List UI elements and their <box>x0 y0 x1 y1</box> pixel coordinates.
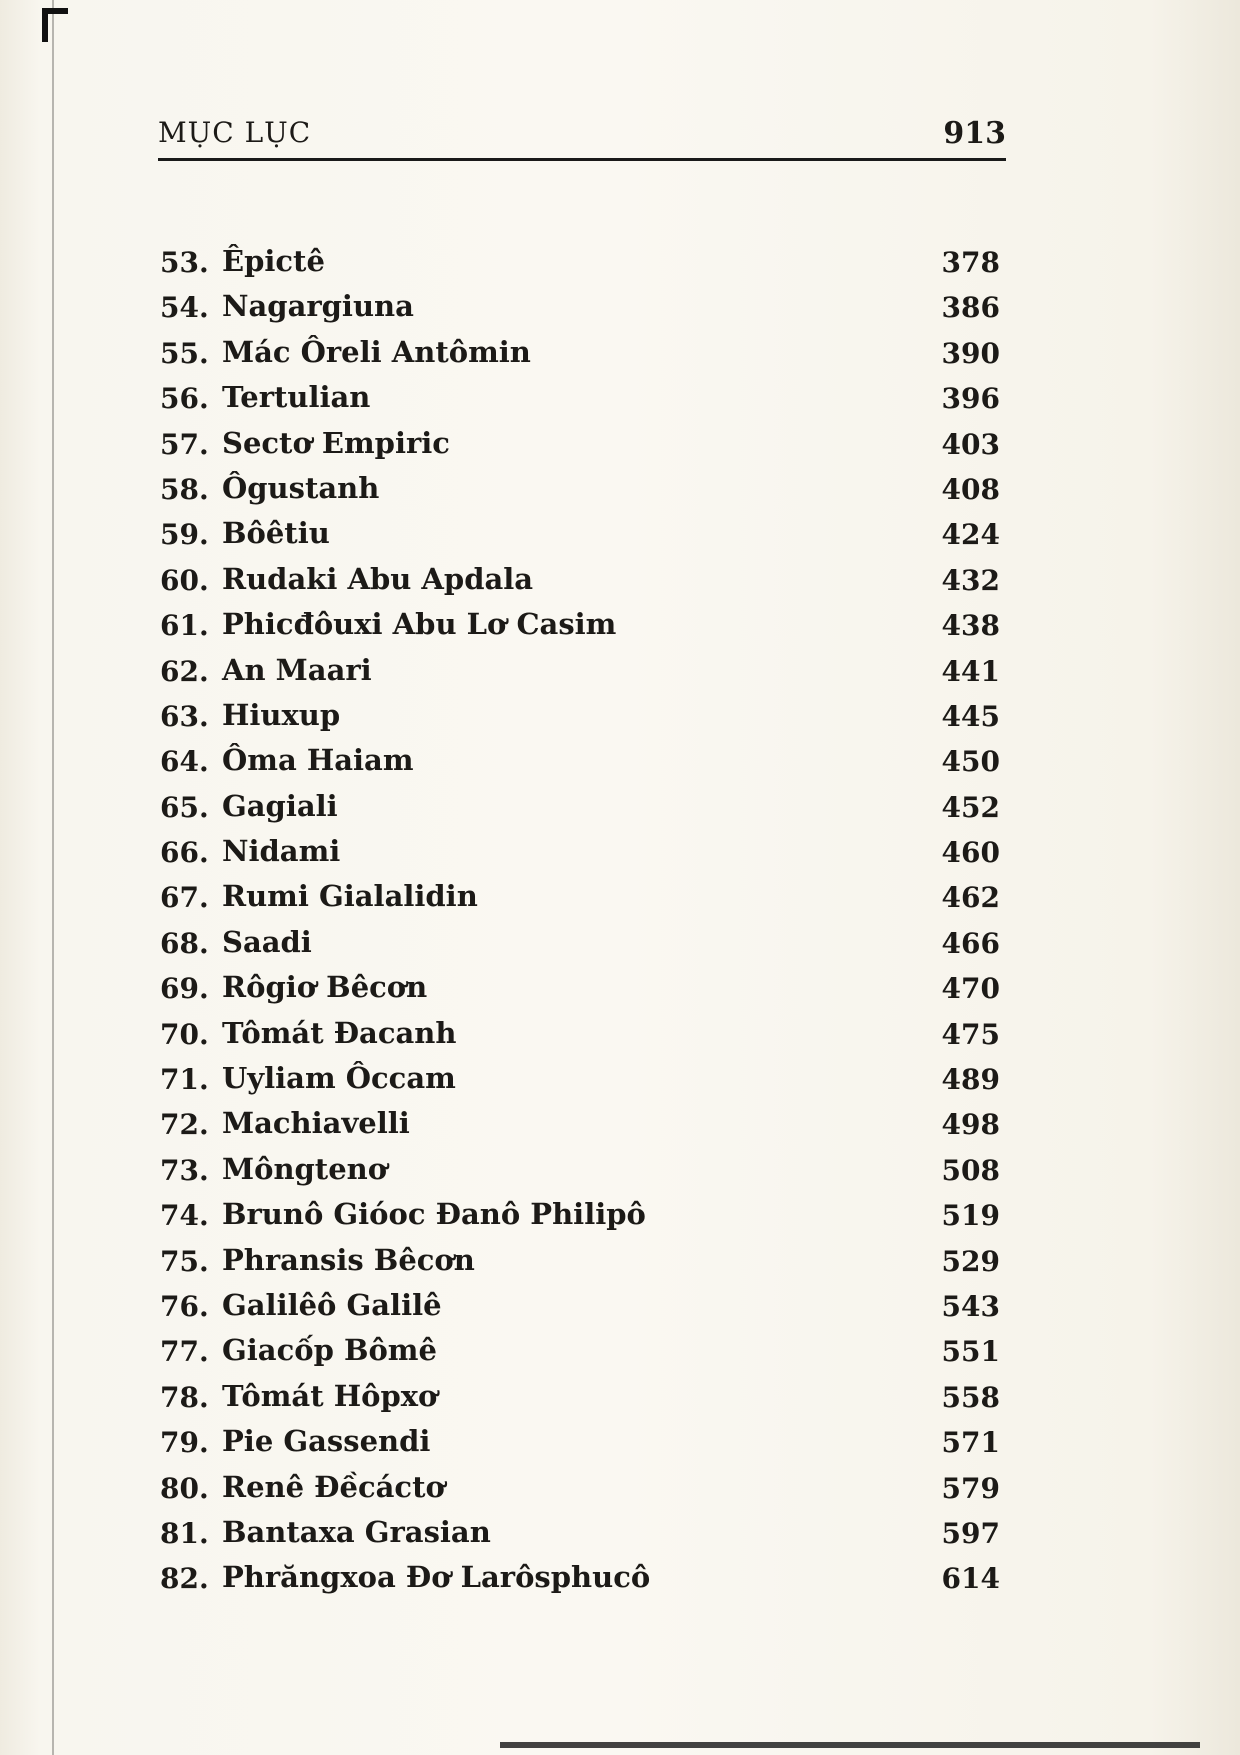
toc-entry-page: 571 <box>941 1426 1000 1460</box>
toc-entry-page: 462 <box>941 881 1000 915</box>
toc-entry <box>158 830 1006 875</box>
toc-entry-page: 466 <box>941 926 1000 960</box>
toc-entry-number: 62. <box>160 654 209 688</box>
toc-entry-page: 558 <box>941 1380 1000 1414</box>
toc-entry-number: 73. <box>160 1153 209 1187</box>
toc-entry <box>158 1375 1006 1420</box>
scan-corner-mark <box>42 8 68 42</box>
toc-entry-name: Bôêtiu <box>222 516 330 551</box>
toc-entry <box>158 966 1006 1011</box>
toc-entry-name: Uyliam Ôccam <box>222 1061 456 1096</box>
toc-entry-number: 75. <box>160 1244 209 1278</box>
toc-entry-page: 403 <box>941 427 1000 461</box>
toc-entry-name: Tertulian <box>222 380 371 415</box>
toc-entry <box>158 785 1006 830</box>
toc-entry <box>158 285 1006 330</box>
toc-entry <box>158 875 1006 920</box>
toc-entry <box>158 1148 1006 1193</box>
toc-entry-page: 438 <box>941 609 1000 643</box>
toc-entry-name: Êpictê <box>222 244 325 278</box>
toc-entry-name: Rudaki Abu Apdala <box>222 561 534 596</box>
toc-entry <box>158 1193 1006 1238</box>
toc-entry-name: Rumi Gialalidin <box>222 879 478 914</box>
toc-entry-name: Phrăngxoa Đơ Larôsphucô <box>222 1560 651 1595</box>
toc-entry-name: Renê Đềcáctơ <box>222 1469 445 1504</box>
header-page-number: 913 <box>943 116 1006 151</box>
toc-entry-page: 498 <box>941 1108 1000 1142</box>
toc-entry-name: Môngtenơ <box>222 1151 388 1186</box>
toc-entry-name: Brunô Gióoc Đanô Philipô <box>222 1197 646 1232</box>
toc-entry-name: An Maari <box>222 652 372 687</box>
toc-entry-number: 56. <box>160 382 209 416</box>
toc-entry-page: 452 <box>941 790 1000 824</box>
toc-entry-page: 614 <box>941 1562 1000 1596</box>
toc-entry-page: 408 <box>941 472 1000 506</box>
toc-entry <box>158 1102 1006 1147</box>
toc-entry <box>158 467 1006 512</box>
toc-entry-page: 543 <box>941 1289 1000 1323</box>
toc-entry <box>158 331 1006 376</box>
toc-entry-page: 579 <box>941 1471 1000 1505</box>
toc-entry-page: 597 <box>941 1516 1000 1550</box>
toc-entry-page: 551 <box>941 1335 1000 1369</box>
toc-entry-name: Ôma Haiam <box>222 743 414 778</box>
toc-entry-number: 78. <box>160 1380 209 1414</box>
toc-entry <box>158 694 1006 739</box>
toc-entry-number: 68. <box>160 926 209 960</box>
toc-entry-number: 69. <box>160 972 209 1006</box>
toc-entry-page: 508 <box>941 1153 1000 1187</box>
toc-entry-name: Galilêô Galilê <box>222 1287 442 1322</box>
toc-entry-number: 63. <box>160 699 209 733</box>
toc-entry-name: Machiavelli <box>222 1106 410 1141</box>
toc-entry-name: Bantaxa Grasian <box>222 1514 491 1549</box>
toc-entry-number: 67. <box>160 881 209 915</box>
toc-entry <box>158 603 1006 648</box>
toc-entry-name: Phransis Bêcơn <box>222 1242 475 1277</box>
toc-entry-number: 72. <box>160 1108 209 1142</box>
toc-entry-number: 65. <box>160 790 209 824</box>
header-title: MỤC LỤC <box>158 116 312 149</box>
toc-entry-number: 80. <box>160 1471 209 1505</box>
table-of-contents <box>158 240 1006 1602</box>
toc-entry-number: 76. <box>160 1289 209 1323</box>
toc-entry <box>158 921 1006 966</box>
toc-entry-name: Phicđôuxi Abu Lơ Casim <box>222 607 617 642</box>
toc-entry-page: 450 <box>941 745 1000 779</box>
toc-entry-name: Pie Gassendi <box>222 1424 431 1459</box>
toc-entry <box>158 1057 1006 1102</box>
toc-entry-name: Rôgiơ Bêcơn <box>222 970 428 1005</box>
toc-entry-number: 66. <box>160 836 209 870</box>
toc-entry-number: 54. <box>160 291 209 325</box>
toc-entry <box>158 558 1006 603</box>
toc-entry-page: 396 <box>941 382 1000 416</box>
toc-entry-name: Tômát Đacanh <box>222 1015 457 1050</box>
toc-entry-number: 77. <box>160 1335 209 1369</box>
toc-entry-page: 424 <box>941 518 1000 552</box>
toc-entry-number: 57. <box>160 427 209 461</box>
toc-entry <box>158 376 1006 421</box>
toc-entry-name: Sectơ Empiric <box>222 425 450 460</box>
toc-entry <box>158 1329 1006 1374</box>
toc-entry <box>158 422 1006 467</box>
toc-entry-name: Giacốp Bômê <box>222 1333 437 1368</box>
toc-entry <box>158 1466 1006 1511</box>
toc-entry-number: 55. <box>160 336 209 370</box>
toc-entry-number: 59. <box>160 518 209 552</box>
toc-entry-page: 470 <box>941 972 1000 1006</box>
page-spine-edge <box>52 0 54 1755</box>
toc-entry-number: 58. <box>160 472 209 506</box>
toc-entry <box>158 649 1006 694</box>
page-header <box>158 112 1006 161</box>
toc-entry-page: 432 <box>941 563 1000 597</box>
toc-entry-name: Saadi <box>222 924 312 959</box>
toc-entry-page: 460 <box>941 836 1000 870</box>
toc-entry-page: 378 <box>941 246 1000 279</box>
toc-entry-number: 71. <box>160 1063 209 1097</box>
toc-entry-name: Ôgustanh <box>222 470 380 505</box>
scan-bottom-edge <box>500 1742 1200 1748</box>
toc-entry-number: 53. <box>160 246 209 279</box>
toc-entry-number: 74. <box>160 1199 209 1233</box>
toc-entry-number: 70. <box>160 1017 209 1051</box>
toc-entry-page: 386 <box>941 291 1000 325</box>
toc-entry <box>158 1012 1006 1057</box>
toc-entry-page: 475 <box>941 1017 1000 1051</box>
toc-entry <box>158 512 1006 557</box>
toc-entry-page: 489 <box>941 1063 1000 1097</box>
toc-entry-number: 79. <box>160 1426 209 1460</box>
toc-entry-number: 61. <box>160 609 209 643</box>
toc-entry-page: 390 <box>941 336 1000 370</box>
toc-entry-name: Mác Ôreli Antômin <box>222 334 531 369</box>
toc-entry-name: Nagargiuna <box>222 289 414 324</box>
toc-entry-number: 64. <box>160 745 209 779</box>
toc-entry-number: 60. <box>160 563 209 597</box>
toc-entry <box>158 739 1006 784</box>
toc-entry <box>158 1420 1006 1465</box>
toc-entry-number: 82. <box>160 1562 209 1596</box>
toc-entry-page: 529 <box>941 1244 1000 1278</box>
toc-entry-page: 441 <box>941 654 1000 688</box>
toc-entry-name: Hiuxup <box>222 697 341 732</box>
toc-entry-name: Nidami <box>222 834 341 869</box>
toc-entry-number: 81. <box>160 1516 209 1550</box>
toc-entry <box>158 1556 1006 1601</box>
toc-entry <box>158 1511 1006 1556</box>
toc-entry-page: 519 <box>941 1199 1000 1233</box>
toc-entry <box>158 1284 1006 1329</box>
toc-entry-page: 445 <box>941 699 1000 733</box>
toc-entry <box>158 240 1006 285</box>
toc-entry-name: Tômát Hôpxơ <box>222 1378 438 1413</box>
toc-entry-name: Gagiali <box>222 788 338 823</box>
toc-entry <box>158 1239 1006 1284</box>
